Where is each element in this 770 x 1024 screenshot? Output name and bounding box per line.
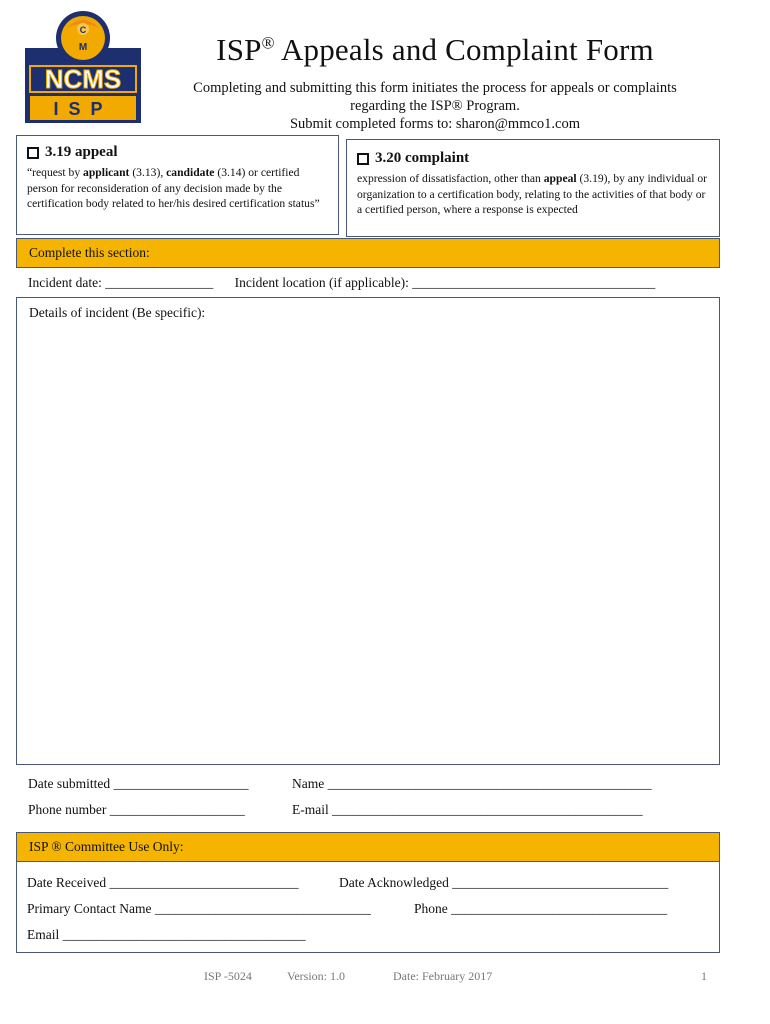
appeal-checkbox[interactable] [27, 147, 39, 159]
footer-page-number: 1 [701, 969, 707, 983]
title-rest: Appeals and Complaint Form [274, 32, 654, 67]
complaint-heading-label: 3.20 complaint [375, 150, 470, 166]
complaint-box [346, 139, 720, 237]
subtitle-line-1: Completing and submitting this form initiates the process for appeals or complaints [193, 80, 677, 96]
incident-date-field[interactable]: Incident date: ________________ [28, 275, 214, 290]
complaint-checkbox[interactable] [357, 153, 369, 165]
logo-sub-brand: ISP [53, 99, 113, 119]
complaint-definition: expression of dissatisfaction, other than appeal (3.19), by any individual or organization to a certification body, relating to the activities of that body or a certified person, where a response is expected [357, 172, 708, 216]
appeal-heading [27, 144, 328, 161]
footer-date: Date: February 2017 [393, 969, 493, 983]
title-reg-mark: ® [261, 33, 275, 53]
logo-brand: NCMS [44, 64, 122, 94]
term-candidate: candidate [166, 166, 215, 179]
committee-section [16, 860, 720, 953]
appeal-definition: “request by applicant (3.13), candidate (3.14) or certified person for reconsideration of any decision made by the certification body related to her/his desired certification status” [27, 166, 320, 210]
committee-phone-field[interactable]: Phone ________________________________ [414, 901, 668, 916]
term-applicant: applicant [83, 166, 130, 179]
email-field[interactable]: E-mail ______________________________________________ [292, 802, 643, 817]
name-field[interactable]: Name ________________________________________________ [292, 776, 652, 791]
footer-doc-id: ISP -5024 [204, 969, 252, 983]
section-bar: Complete this section: [16, 238, 720, 268]
incident-details-label: Details of incident (Be specific): [29, 305, 206, 320]
date-received-field[interactable]: Date Received ____________________________ [27, 875, 299, 890]
title-isp: ISP [216, 32, 262, 67]
logo-letter-c: C [79, 25, 87, 35]
submitter-row-1 [28, 776, 708, 792]
date-acknowledged-field[interactable]: Date Acknowledged ________________________________ [339, 875, 669, 890]
primary-contact-field[interactable]: Primary Contact Name ________________________________ [27, 901, 371, 916]
incident-details-area[interactable] [16, 297, 720, 765]
term-appeal: appeal [543, 172, 577, 185]
incident-location-field[interactable]: Incident location (if applicable): ____________________________________ [234, 275, 656, 290]
committee-email-field[interactable]: Email ____________________________________ [27, 927, 306, 942]
appeal-heading-label: 3.19 appeal [45, 144, 118, 160]
incident-row [16, 270, 720, 298]
subtitle-line-2: regarding the ISP® Program. [350, 98, 520, 114]
ncms-isp-logo [24, 10, 142, 124]
date-submitted-field[interactable]: Date submitted ____________________ [28, 776, 249, 791]
form-title [140, 32, 730, 68]
footer-version: Version: 1.0 [287, 969, 345, 983]
subtitle-line-3: Submit completed forms to: sharon@mmco1.com [289, 116, 581, 132]
committee-bar: ISP ® Committee Use Only: [16, 832, 720, 862]
submitter-row-2 [28, 802, 708, 818]
form-subtitle [140, 79, 730, 133]
complaint-heading [357, 150, 709, 167]
phone-number-field[interactable]: Phone number ____________________ [28, 802, 245, 817]
logo-letter-m: M [78, 42, 88, 53]
appeal-box [16, 135, 339, 235]
